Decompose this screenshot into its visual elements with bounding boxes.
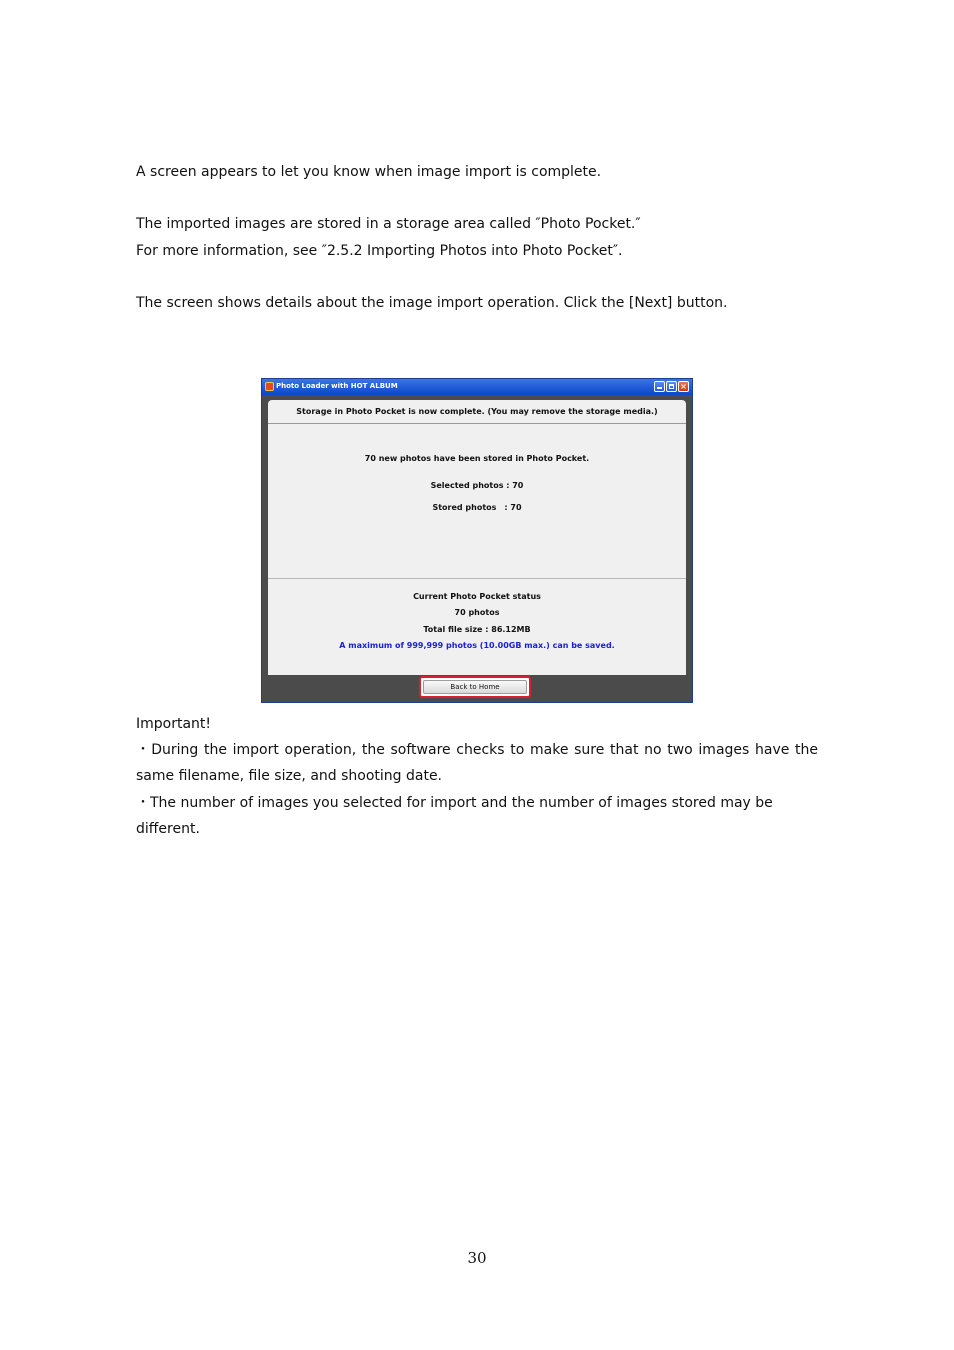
intro-line-2: The imported images are stored in a storage area called ″Photo Pocket.″	[136, 216, 641, 232]
completion-header-text: Storage in Photo Pocket is now complete. (You may remove the storage media.)	[296, 407, 658, 416]
important-bullet-1: ・During the import operation, the software checks to make sure that no two images have the same filename, file size, and shooting date.	[136, 742, 818, 784]
app-icon	[265, 382, 274, 391]
status-photo-count: 70 photos	[454, 608, 500, 617]
total-file-size: Total file size : 86.12MB	[423, 625, 531, 634]
intro-line-1: A screen appears to let you know when image import is complete.	[136, 164, 602, 180]
back-to-home-button[interactable]	[419, 676, 531, 698]
import-details-panel	[268, 424, 686, 675]
maximize-icon[interactable]	[666, 381, 677, 392]
page-number: 30	[467, 1249, 487, 1267]
back-to-home-label: Back to Home	[423, 680, 527, 694]
stored-message: 70 new photos have been stored in Photo Pocket.	[364, 454, 590, 463]
app-screenshot-window	[261, 378, 693, 703]
intro-line-4: The screen shows details about the image import operation. Click the [Next] button.	[136, 295, 728, 311]
important-heading: Important!	[136, 716, 212, 732]
selected-photos-count: Selected photos : 70	[430, 481, 524, 490]
window-title: Photo Loader with HOT ALBUM	[276, 382, 398, 390]
completion-header	[268, 400, 686, 424]
close-icon[interactable]: ×	[678, 381, 689, 392]
important-bullet-2: ・The number of images you selected for import and the number of images stored may be different.	[136, 795, 773, 837]
status-title: Current Photo Pocket status	[413, 592, 541, 601]
minimize-icon[interactable]	[654, 381, 665, 392]
intro-line-3: For more information, see ″2.5.2 Importing Photos into Photo Pocket″.	[136, 243, 623, 259]
stored-photos-count: Stored photos : 70	[432, 503, 522, 512]
panel-divider	[268, 578, 686, 579]
max-capacity-notice: A maximum of 999,999 photos (10.00GB max.) can be saved.	[339, 641, 615, 650]
window-titlebar	[262, 379, 692, 395]
